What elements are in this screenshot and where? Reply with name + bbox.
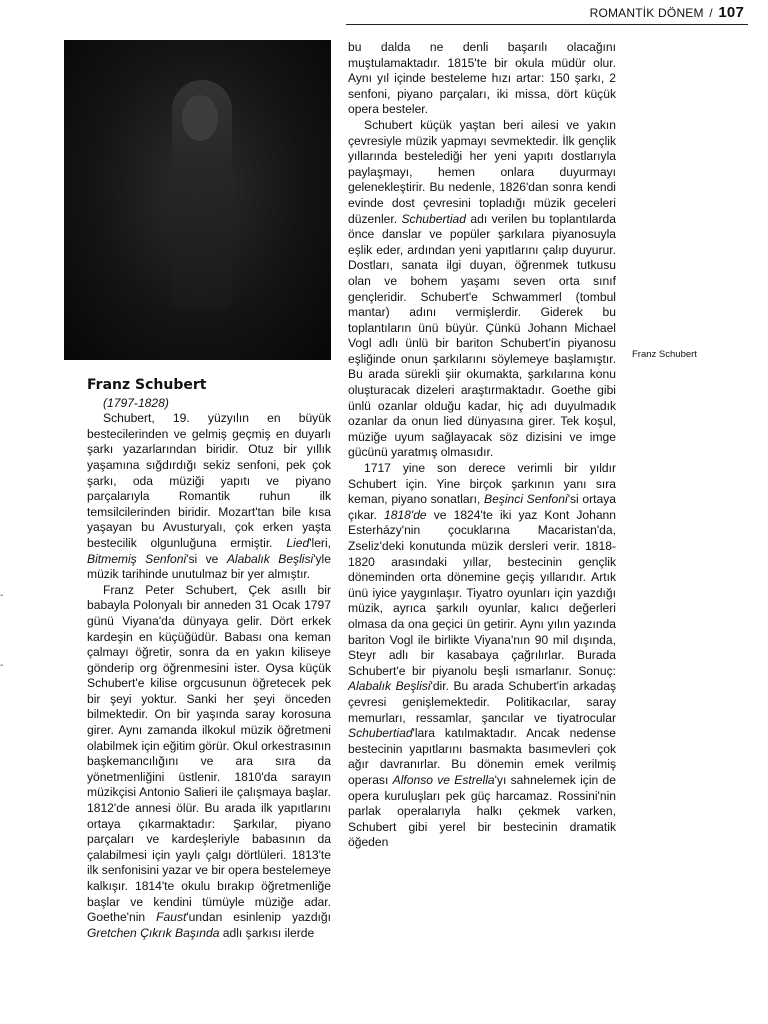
margin-mark: - [0, 590, 4, 601]
text-run: 'undan esinlenip yazdığı [186, 910, 331, 925]
page-number: 107 [718, 4, 744, 21]
text-run: 'dir. Bu arada Schubert'in arkadaş çevresi genişlemektedir. Politikacılar, saray memurları, ressamlar, şancılar ve tiyatrocular [348, 679, 616, 725]
text-run: 'yı sahnelemek için de opera kuruluşları pek güç harcamaz. Rossini'nin parlak operalarıyla halkı çekmek varken, Schubert gibi yerel bir bestecinin dramatik öğeden [348, 772, 616, 850]
italic-run: Lied [286, 535, 310, 550]
section-title: ROMANTİK DÖNEM [589, 6, 704, 20]
photo-caption: Franz Schubert [632, 349, 697, 360]
header-separator: / [709, 6, 713, 20]
text-run: Franz Peter Schubert, Çek asıllı bir babayla Polonyalı bir anneden 31 Ocak 1797 günü Viyana'da dünyaya gelir. Dört erkek kardeşin en küçüğüdür. Babası ona keman çalmayı öğretir, sonra da en yakın kiliseye gönderip org öğrenmesini ister. Oysa küçük Schubert'e kilise orgcusunun öğretecek pek bir şeyi yoktur. Sanki her şeyi önceden bilmektedir. On bir yaşında saray korosuna girer. Aynı zamanda ilkokul müzik öğretmeni olabilmek için eğitim görür. Okul orkestrasının başkemancılığını ve ara sıra da yönetmenliğini üstlenir. 1810'da sarayın müzikçisi Antonio Salieri ile çalışmaya başlar. 1812'de annesi ölür. Bu arada ilk yapıtlarını ortaya çıkarmaktadır: Şarkılar, piyano parçaları ve kardeşleriyle babasının da çalabilmesi için yaylı çalgı dörtlüleri. 1813'te ilk senfonisini yazar ve bir opera bestelemeye kalkışır. 1814'te okulu bırakıp öğretmenliğe başlar ve kendini tümüyle müziğe adar. Goethe'nin [87, 582, 332, 925]
portrait-face [182, 95, 218, 141]
text-run: 'si ortaya çıkar. [348, 492, 616, 522]
paragraph [87, 583, 331, 942]
margin-mark: - [0, 660, 4, 671]
italic-run: Gretchen Çıkrık Başında [87, 925, 220, 940]
text-run: Schubert küçük yaştan beri ailesi ve yakın çevresiyle müzik yapmayı sevmektedir. İlk gençlik yıllarında bestelediği her yeni yapıtı dostlarıyla paylaşmayı, hemen onlara duyurmayı gelenekleştirir. Bu nedenle, 1826'dan sonra kendi evinde dost çevresini topladığı müzik geceleri düzenler. [348, 117, 616, 226]
text-run: 'yle müzik tarihinde unutulmaz bir yer almıştır. [87, 551, 331, 582]
italic-run: Beşinci Senfoni [484, 492, 568, 507]
text-run: adı verilen bu toplantılarda önce danslar ve popüler şarkılara piyanosuyla eşlik eder, ardından yeni yapıtlarını çalıp duyurur. Dostları, sanata ilgi duyan, öğrenmek tutkusu olan ve bohem yaşamı seven orta sınıf gençleridir. Schubert'e Schwammerl (tombul mantar) adını vermişlerdir. Giderek bu toplantıların ünü büyür. Çünkü Johann Michael Vogl adlı ünlü bir bariton Schubert'in piyanosu eşliğinde onun şarkılarını söylemeye başlamıştır. Bu arada sürekli şiir okumakta, şarkılarına konu oluşturacak dizeleri araştırmaktadır. Goethe gibi ünlü ozanlar olduğu kadar, hiç adı duyulmadık ozanlar da onun lied dünyasına girer. Tek koşul, müziğe uyum sağlayacak söz dizisini ve imge gücünü yaratmış olmasıdır. [348, 211, 616, 460]
portrait-photo [64, 40, 331, 360]
italic-run: Alabalık Beşlisi [226, 551, 314, 566]
text-run: 'lara katılmaktadır. Ancak nedense bestecinin yapıtlarını basmakta basımevleri çok ağır davranırlar. Bu dönemin emek verilmiş operası [348, 726, 616, 787]
running-header [590, 4, 744, 21]
paragraph: bu dalda ne denli başarılı olacağını muştulamaktadır. 1815'te bir okula müdür olur. Aynı yıl içinde besteleme hızı artar: 150 şarkı, 2 senfoni, piyano parçaları, iki missa, dört küçük opera besteler. [348, 40, 616, 117]
text-run: ve 1824'te iki yaz Kont Johann Esterházy'nin çocuklarına Macaristan'da, Zseliz'deki konutunda müzik dersleri verir. 1818-1820 arasındaki yıllar, bestecinin gençlik döneminden orta dönemine geçiş yıllarıdır. Artık ünü iyice yaygınlaşır. Tiyatro oyunları için yazdığı müzik, ayrıca şarkılı oyunlar, kalıcı değerleri olmasa da ona geçici ün getirir. Aynı yılın yazında bariton Vogl ile birlikte Viyana'nın 90 mil dışında, Steyr adlı bir kasabaya çağrılırlar. Burada Schubert'e bir piyanolu beşli ısmarlanır. Sonuç: [348, 507, 616, 678]
left-column [87, 378, 331, 941]
text-run: 1717 yine son derece verimli bir yıldır Schubert için. Yine birçok şarkının yanı sıra keman, piyano sonatları, [348, 461, 616, 507]
text-run: Schubert, 19. yüzyılın en büyük bestecilerinden ve gelmiş geçmiş en duyarlı şarkı yazarlarından biridir. Otuz bir yıllık yaşamına sığdırdığı sekiz senfoni, pek çok şarkı, oda müziği yapıtı ve piyano parçalarıyla Romantik ruhun ilk temsilcilerinden biridir. Mozart'tan bile kısa yaşayan bu Avusturyalı, çok erken yaşta bestecilik olgunluğuna ermiştir. [87, 411, 331, 550]
paragraph [348, 118, 616, 461]
right-column [348, 40, 616, 851]
paragraph [87, 411, 331, 583]
text-run: 'leri, [309, 535, 331, 550]
italic-run: Faust [156, 910, 187, 925]
header-rule [346, 24, 748, 25]
composer-dates: (1797-1828) [103, 395, 169, 410]
italic-run: Alfonso ve Estrella [392, 772, 495, 787]
text-run: 'si ve [186, 551, 227, 566]
italic-run: Schubertiad [348, 726, 413, 741]
italic-run: Schubertiad [401, 211, 467, 226]
composer-name: Franz Schubert [87, 377, 207, 393]
paragraph [348, 461, 616, 851]
italic-run: Bitmemiş Senfoni [87, 551, 187, 566]
text-run: adlı şarkısı ilerde [219, 925, 315, 940]
italic-run: Alabalık Beşlisi [348, 679, 431, 694]
italic-run: 1818'de [383, 507, 427, 522]
